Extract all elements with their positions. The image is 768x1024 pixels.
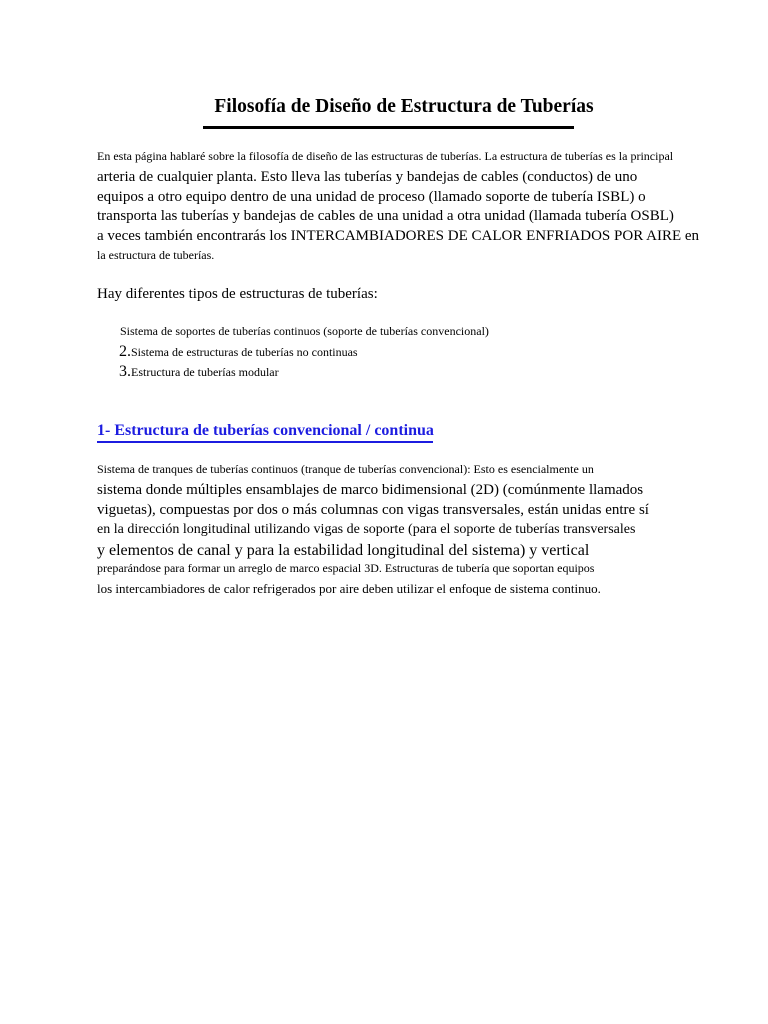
section-line-3: viguetas), compuestas por dos o más columnas con vigas transversales, están unidas entre sí xyxy=(97,502,649,518)
section-line-5: y elementos de canal y para la estabilidad longitudinal del sistema) y vertical xyxy=(97,542,590,559)
list-item-text: Sistema de soportes de tuberías continuos (soporte de tuberías convencional) xyxy=(120,324,489,338)
list-item-number: 3. xyxy=(119,363,131,380)
title-underline xyxy=(203,126,574,129)
types-list-item xyxy=(120,323,489,339)
section-line-6: preparándose para formar un arreglo de marco espacial 3D. Estructuras de tubería que soportan equipos xyxy=(97,561,595,575)
page-title: Filosofía de Diseño de Estructura de Tuberías xyxy=(214,96,594,117)
types-list-item xyxy=(119,364,279,380)
intro-line-5: a veces también encontrarás los INTERCAMBIADORES DE CALOR ENFRIADOS POR AIRE en xyxy=(97,228,700,244)
section-line-7: los intercambiadores de calor refrigerados por aire deben utilizar el enfoque de sistema continuo. xyxy=(97,581,601,596)
section-line-1: Sistema de tranques de tuberías continuos (tranque de tuberías convencional): Esto es esencialmente un xyxy=(97,462,594,476)
list-item-text: Estructura de tuberías modular xyxy=(131,365,279,379)
section-heading: 1- Estructura de tuberías convencional / continua xyxy=(97,422,434,439)
section-heading-underline xyxy=(97,441,433,443)
intro-line-3: equipos a otro equipo dentro de una unidad de proceso (llamado soporte de tubería ISBL) o xyxy=(97,189,646,205)
list-item-text: Sistema de estructuras de tuberías no continuas xyxy=(131,345,358,359)
intro-line-2: arteria de cualquier planta. Esto lleva las tuberías y bandejas de cables (conductos) de uno xyxy=(97,169,638,185)
list-item-number: 2. xyxy=(119,343,131,360)
types-intro: Hay diferentes tipos de estructuras de tuberías: xyxy=(97,286,378,302)
section-line-4: en la dirección longitudinal utilizando vigas de soporte (para el soporte de tuberías transversales xyxy=(97,522,636,537)
intro-line-6: la estructura de tuberías. xyxy=(97,248,215,262)
intro-line-1: En esta página hablaré sobre la filosofía de diseño de las estructuras de tuberías. La estructura de tuberías es la principal xyxy=(97,149,674,163)
intro-line-4: transporta las tuberías y bandejas de cables de una unidad a otra unidad (llamada tubería OSBL) xyxy=(97,208,674,224)
section-line-2: sistema donde múltiples ensamblajes de marco bidimensional (2D) (comúnmente llamados xyxy=(97,482,644,498)
types-list-item xyxy=(119,344,358,360)
